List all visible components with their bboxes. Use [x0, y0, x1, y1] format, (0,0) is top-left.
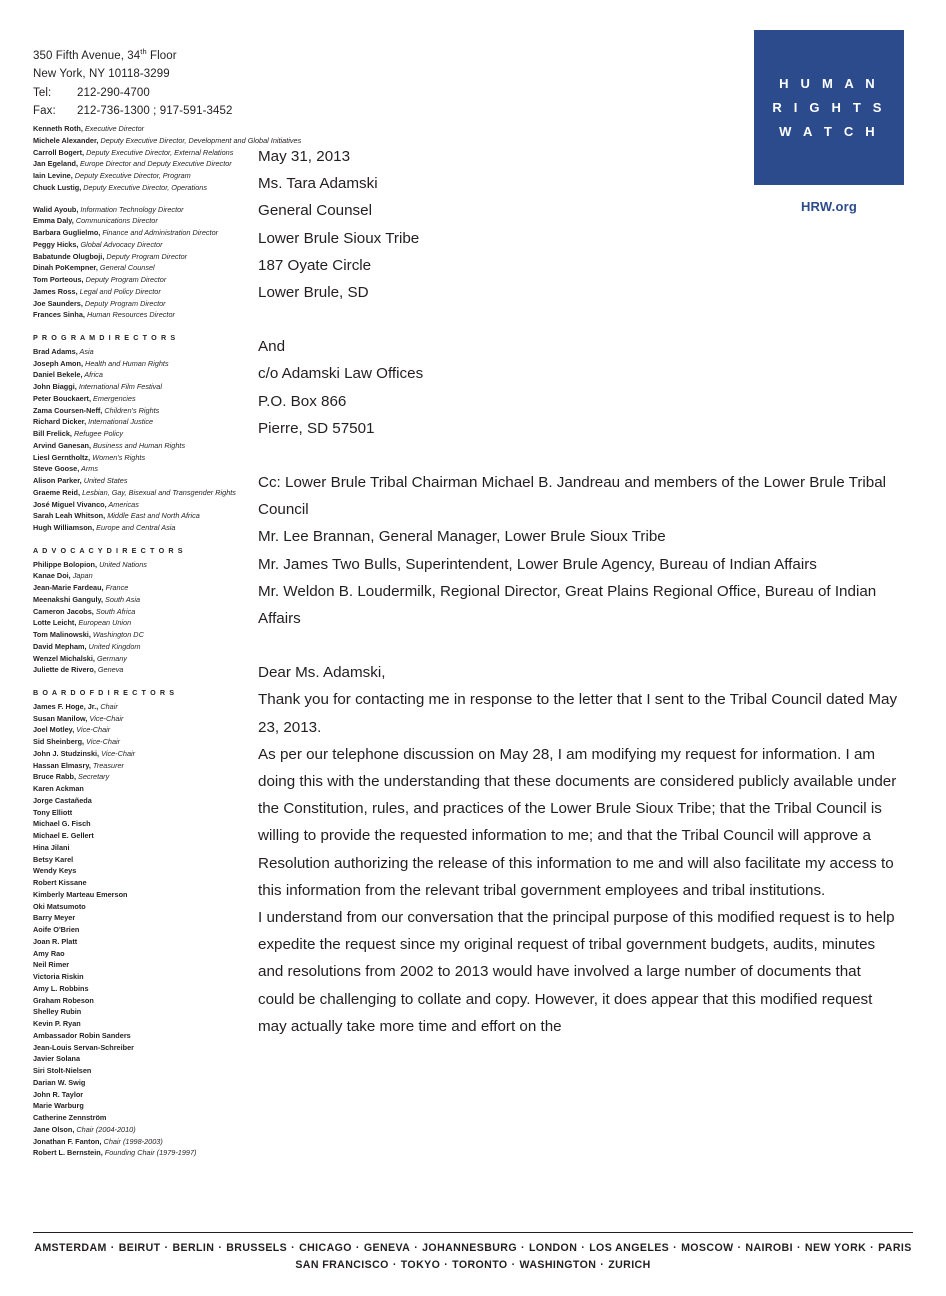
staff-title: Middle East and North Africa	[105, 511, 200, 521]
staff-title: Asia	[77, 346, 94, 356]
hrw-logo-line-2: R I G H T S	[772, 99, 886, 115]
staff-entry	[33, 286, 248, 298]
staff-name: Susan Manilow,	[33, 713, 88, 723]
staff-title: Human Resources Director	[84, 310, 175, 320]
footer-city: BERLIN	[172, 1242, 215, 1254]
footer-city: LONDON	[528, 1242, 578, 1254]
staff-entry	[33, 629, 248, 641]
staff-entry	[33, 807, 248, 819]
alt-address-line-2: Pierre, SD 57501	[258, 419, 375, 437]
staff-title: Deputy Program Director	[82, 298, 166, 308]
staff-entry	[33, 147, 248, 159]
staff-title: Global Advocacy Director	[78, 239, 163, 249]
staff-entry	[33, 971, 248, 983]
staff-entry	[33, 262, 248, 274]
staff-name: Iain Levine,	[33, 171, 73, 180]
cc-line-1: Mr. Lee Brannan, General Manager, Lower Brule Sioux Tribe	[258, 528, 666, 546]
staff-name: John R. Taylor	[33, 1089, 84, 1099]
staff-name: Aoife O'Brien	[33, 925, 80, 934]
footer-city: AMSTERDAM	[34, 1242, 107, 1254]
address-line-street: 350 Fifth Avenue, 34th Floor	[33, 47, 177, 62]
footer-separator: ·	[444, 1259, 449, 1271]
letterhead-address	[33, 43, 293, 121]
footer-city: TORONTO	[452, 1259, 508, 1271]
staff-name: Javier Solana	[33, 1054, 81, 1064]
staff-name: Lotte Leicht,	[33, 618, 77, 628]
staff-title: Deputy Program Director	[104, 251, 188, 261]
staff-name: Joel Motley,	[33, 725, 75, 735]
staff-entry	[33, 948, 248, 960]
footer-separator: ·	[870, 1242, 875, 1254]
address-line-fax	[33, 102, 293, 121]
advocacy-directors-heading: A D V O C A C Y D I R E C T O R S	[33, 545, 184, 555]
staff-name: Hassan Elmasry,	[33, 760, 91, 770]
staff-title: Business and Human Rights	[91, 440, 186, 450]
staff-name: Kenneth Roth,	[33, 124, 83, 133]
staff-name: John J. Studzinski,	[33, 748, 100, 758]
footer-city: NEW YORK	[804, 1242, 867, 1254]
staff-name: Oki Matsumoto	[33, 901, 86, 911]
staff-name: Steve Goose,	[33, 464, 80, 474]
footer-city: MOSCOW	[681, 1242, 734, 1254]
footer-separator: ·	[511, 1259, 516, 1271]
staff-group-board	[33, 701, 248, 1159]
cc-line-3: Mr. Weldon B. Loudermilk, Regional Director, Great Plains Regional Office, Bureau of Indian Affairs	[258, 582, 877, 628]
staff-entry	[33, 582, 248, 594]
staff-entry	[33, 440, 248, 452]
staff-title: South Africa	[93, 606, 136, 616]
staff-name: James F. Hoge, Jr.,	[33, 701, 99, 711]
footer-line-2	[0, 1257, 946, 1274]
salutation: Dear Ms. Adamski,	[258, 664, 386, 682]
staff-entry	[33, 995, 248, 1007]
staff-entry	[33, 239, 248, 251]
staff-name: Hina Jilani	[33, 842, 70, 852]
staff-entry	[33, 499, 248, 511]
staff-name: Joan R. Platt	[33, 936, 78, 946]
staff-entry	[33, 381, 248, 393]
staff-name: Tom Malinowski,	[33, 630, 91, 639]
fax-value: 212-736-1300 ; 917-591-3452	[77, 105, 233, 118]
footer-city: WASHINGTON	[519, 1259, 597, 1271]
staff-entry	[33, 901, 248, 913]
staff-title: United States	[81, 476, 128, 485]
staff-entry	[33, 1077, 248, 1089]
staff-title: Refugee Policy	[71, 429, 124, 438]
staff-name: Amy L. Robbins	[33, 983, 89, 993]
footer-separator: ·	[414, 1242, 419, 1254]
staff-entry	[33, 428, 248, 440]
staff-title: Vice-Chair	[99, 748, 136, 758]
footer-city: SAN FRANCISCO	[295, 1259, 389, 1271]
staff-title: Deputy Executive Director, External Relations	[84, 147, 234, 157]
staff-entry	[33, 736, 248, 748]
recipient-line-4: Lower Brule, SD	[258, 284, 369, 302]
staff-name: Betsy Karel	[33, 854, 74, 864]
staff-name: John Biaggi,	[33, 382, 77, 391]
staff-entry	[33, 227, 248, 239]
staff-entry	[33, 1042, 248, 1054]
footer-separator: ·	[673, 1242, 678, 1254]
staff-title: Arms	[79, 464, 99, 474]
staff-name: Victoria Riskin	[33, 972, 84, 981]
staff-entry	[33, 522, 248, 534]
staff-entry	[33, 346, 248, 358]
board-heading: B O A R D O F D I R E C T O R S	[33, 688, 176, 697]
staff-name: Shelley Rubin	[33, 1007, 82, 1017]
staff-title: Secretary	[75, 772, 110, 782]
staff-name: Kimberly Marteau Emerson	[33, 889, 128, 899]
staff-directory	[33, 123, 302, 1159]
staff-entry	[33, 358, 248, 370]
footer-separator: ·	[521, 1242, 525, 1254]
staff-name: Emma Daly,	[33, 216, 74, 226]
staff-entry	[33, 877, 248, 889]
staff-name: Dinah PoKempner,	[33, 263, 98, 273]
staff-entry	[33, 309, 248, 321]
staff-entry	[33, 463, 248, 475]
staff-name: Jan Egeland,	[33, 159, 79, 169]
paragraph-2: As per our telephone discussion on May 28, I am modifying my request for information. I am doing this with the understanding that these documents are considered publicly available under the Constitution, rules, and practices of the Lower Brule Sioux Tribe; that the Tribal Council is willing to provide the requested information to me; and that the Tribal Council will approve a Resolution authorizing the release of this information to me and will also facilitate my access to this information from the relevant tribal government employees and tribal institutions.	[258, 745, 897, 899]
staff-entry	[33, 204, 248, 216]
alternate-address	[258, 360, 898, 442]
staff-entry	[33, 617, 248, 629]
staff-entry	[33, 369, 248, 381]
staff-name: Michael G. Fisch	[33, 819, 91, 829]
staff-title: Women's Rights	[90, 452, 146, 462]
staff-entry	[33, 1147, 248, 1159]
footer-separator: ·	[218, 1242, 223, 1254]
paragraph-1: Thank you for contacting me in response to the letter that I sent to the Tribal Council dated May 23, 2013.	[258, 691, 898, 736]
staff-entry	[33, 570, 248, 582]
staff-name: Graeme Reid,	[33, 487, 81, 497]
footer-separator: ·	[291, 1242, 296, 1254]
staff-title: Deputy Executive Director, Development and Global Initiatives	[98, 135, 302, 145]
staff-title: Deputy Executive Director, Program	[72, 171, 191, 180]
staff-name: Babatunde Olugboji,	[33, 251, 105, 261]
staff-entry	[33, 1030, 248, 1042]
footer-separator: ·	[355, 1242, 360, 1254]
staff-name: Frances Sinha,	[33, 310, 85, 320]
staff-name: Juliette de Rivero,	[33, 665, 96, 675]
staff-name: Graham Robeson	[33, 995, 94, 1005]
staff-entry	[33, 405, 248, 417]
tel-value: 212-290-4700	[77, 86, 150, 99]
cc-list	[258, 469, 898, 632]
staff-entry	[33, 924, 248, 936]
fax-label: Fax:	[33, 105, 56, 118]
staff-title: Americas	[106, 499, 139, 509]
recipient-line-1: General Counsel	[258, 202, 372, 220]
staff-title: Founding Chair (1979-1997)	[102, 1148, 197, 1158]
staff-entry	[33, 664, 248, 676]
footer-city: GENEVA	[363, 1242, 411, 1254]
staff-entry	[33, 594, 248, 606]
staff-entry	[33, 1089, 248, 1101]
program-directors-heading: P R O G R A M D I R E C T O R S	[33, 333, 177, 342]
staff-title: Health and Human Rights	[83, 358, 169, 368]
staff-entry	[33, 783, 248, 795]
staff-title: Vice-Chair	[87, 713, 124, 723]
staff-title: Finance and Administration Director	[100, 228, 219, 237]
staff-entry	[33, 701, 248, 713]
staff-name: Arvind Ganesan,	[33, 440, 91, 450]
staff-entry	[33, 1053, 248, 1065]
staff-entry	[33, 158, 248, 170]
staff-name: Jonathan F. Fanton,	[33, 1136, 102, 1146]
staff-title: Vice-Chair	[74, 725, 111, 735]
staff-name: Carroll Bogert,	[33, 147, 85, 157]
staff-title: International Film Festival	[76, 382, 162, 391]
footer-separator: ·	[737, 1242, 742, 1254]
staff-group-advocacy-directors	[33, 559, 248, 677]
staff-entry	[33, 487, 248, 499]
cc-line-2: Mr. James Two Bulls, Superintendent, Lower Brule Agency, Bureau of Indian Affairs	[258, 555, 817, 573]
staff-entry	[33, 559, 248, 571]
staff-entry	[33, 1100, 248, 1112]
footer-separator: ·	[581, 1242, 586, 1254]
staff-name: Robert L. Bernstein,	[33, 1148, 103, 1158]
staff-name: Walid Ayoub,	[33, 204, 79, 214]
footer-city: BRUSSELS	[226, 1242, 288, 1254]
staff-name: Liesl Gerntholtz,	[33, 452, 91, 462]
staff-entry	[33, 123, 248, 135]
footer-city: BEIRUT	[118, 1242, 161, 1254]
staff-entry	[33, 1124, 248, 1136]
footer-divider	[33, 1232, 913, 1233]
staff-name: Zama Coursen-Neff,	[33, 405, 103, 415]
staff-name: Marie Warburg	[33, 1101, 84, 1111]
staff-entry	[33, 983, 248, 995]
staff-entry	[33, 170, 248, 182]
staff-name: Philippe Bolopion,	[33, 559, 98, 569]
footer-city: ZURICH	[608, 1259, 651, 1271]
recipient-address	[258, 170, 898, 306]
staff-entry	[33, 1136, 248, 1148]
footer-line-1	[0, 1240, 946, 1257]
footer-separator: ·	[164, 1242, 169, 1254]
staff-title: Executive Director	[82, 124, 145, 133]
staff-title: South Asia	[103, 594, 141, 604]
staff-name: Catherine Zennström	[33, 1113, 107, 1122]
staff-name: Richard Dicker,	[33, 417, 87, 427]
staff-entry	[33, 818, 248, 830]
paragraph-3: I understand from our conversation that the principal purpose of this modified request is to help expedite the request since my original request of tribal government budgets, audits, minutes and resolutions from 2002 to 2013 would have involved a large number of documents that could be challenging to collate and copy. However, it does appear that this modified request may actually take more time and effort on the	[258, 909, 895, 1035]
staff-entry	[33, 182, 248, 194]
staff-name: Alison Parker,	[33, 476, 82, 485]
spacer	[33, 194, 248, 204]
staff-entry	[33, 771, 248, 783]
staff-group-directors	[33, 204, 248, 322]
staff-entry	[33, 748, 248, 760]
staff-entry	[33, 393, 248, 405]
staff-entry	[33, 653, 248, 665]
staff-title: United Nations	[97, 559, 147, 569]
address-line-tel	[33, 84, 293, 103]
staff-entry	[33, 865, 248, 877]
staff-entry	[33, 1006, 248, 1018]
staff-title: Treasurer	[90, 760, 124, 770]
staff-entry	[33, 842, 248, 854]
footer-separator: ·	[796, 1242, 801, 1254]
staff-entry	[33, 936, 248, 948]
staff-title: Europe and Central Asia	[94, 523, 176, 532]
staff-entry	[33, 510, 248, 522]
footer-separator: ·	[392, 1259, 397, 1271]
cc-line-0: Cc: Lower Brule Tribal Chairman Michael B. Jandreau and members of the Lower Brule Tribal Council	[258, 474, 887, 519]
staff-entry	[33, 215, 248, 227]
staff-title: Africa	[82, 370, 103, 380]
staff-title: Emergencies	[91, 393, 136, 403]
staff-title: Lesbian, Gay, Bisexual and Transgender Rights	[80, 487, 236, 497]
staff-group-executives	[33, 123, 302, 194]
staff-name: Jorge Castañeda	[33, 795, 92, 805]
staff-name: Hugh Williamson,	[33, 523, 95, 532]
staff-entry	[33, 795, 248, 807]
staff-title: Chair	[98, 701, 118, 711]
staff-entry	[33, 1065, 248, 1077]
footer-separator: ·	[110, 1242, 115, 1254]
staff-title: Vice-Chair	[84, 737, 121, 746]
footer-city: PARIS	[878, 1242, 912, 1254]
staff-entry	[33, 1112, 248, 1124]
staff-name: Tom Porteous,	[33, 275, 84, 284]
staff-name: Meenakshi Ganguly,	[33, 594, 104, 604]
recipient-line-3: 187 Oyate Circle	[258, 256, 372, 274]
recipient-line-0: Ms. Tara Adamski	[258, 175, 378, 193]
tel-label: Tel:	[33, 86, 52, 99]
staff-title: Legal and Policy Director	[77, 286, 161, 296]
staff-name: Jean-Marie Fardeau,	[33, 583, 104, 592]
staff-entry	[33, 135, 302, 147]
address-line-city: New York, NY 10118-3299	[33, 68, 170, 81]
staff-name: Barbara Guglielmo,	[33, 228, 101, 237]
footer-separator: ·	[600, 1259, 605, 1271]
staff-name: Tony Elliott	[33, 807, 73, 817]
staff-entry	[33, 416, 248, 428]
staff-title: United Kingdom	[86, 641, 141, 651]
staff-name: Kevin P. Ryan	[33, 1019, 81, 1028]
staff-name: Karen Ackman	[33, 784, 84, 793]
staff-name: Peggy Hicks,	[33, 239, 79, 249]
staff-name: Bruce Rabb,	[33, 772, 76, 782]
staff-entry	[33, 641, 248, 653]
staff-title: Germany	[94, 653, 127, 663]
staff-title: Washington DC	[90, 630, 144, 639]
staff-name: Daniel Bekele,	[33, 370, 83, 380]
staff-name: Darian W. Swig	[33, 1077, 86, 1087]
staff-name: Bill Frelick,	[33, 429, 72, 438]
footer-city: NAIROBI	[745, 1242, 793, 1254]
staff-title: Children's Rights	[102, 405, 160, 415]
staff-entry	[33, 251, 248, 263]
footer-city: LOS ANGELES	[589, 1242, 670, 1254]
letter-body	[258, 143, 898, 1040]
staff-entry	[33, 959, 248, 971]
staff-name: Jean-Louis Servan-Schreiber	[33, 1042, 134, 1052]
staff-entry	[33, 724, 248, 736]
letter-date: May 31, 2013	[258, 148, 351, 165]
staff-entry	[33, 854, 248, 866]
staff-name: Sid Sheinberg,	[33, 737, 85, 746]
staff-name: Wenzel Michalski,	[33, 653, 95, 663]
staff-name: Ambassador Robin Sanders	[33, 1030, 131, 1040]
staff-name: Peter Bouckaert,	[33, 393, 91, 403]
staff-name: Neil Rimer	[33, 960, 70, 970]
staff-group-program-directors	[33, 346, 248, 534]
staff-name: Michele Alexander,	[33, 135, 99, 145]
staff-name: Michael E. Gellert	[33, 831, 94, 840]
alt-address-line-0: c/o Adamski Law Offices	[258, 365, 424, 383]
staff-entry	[33, 912, 248, 924]
staff-entry	[33, 298, 248, 310]
staff-name: Joe Saunders,	[33, 298, 83, 308]
staff-name: Joseph Amon,	[33, 358, 84, 368]
staff-title: France	[103, 583, 129, 592]
staff-title: European Union	[76, 618, 132, 628]
staff-title: Geneva	[95, 665, 124, 675]
staff-name: Brad Adams,	[33, 346, 78, 356]
staff-title: General Counsel	[97, 263, 155, 273]
staff-name: Robert Kissane	[33, 878, 87, 887]
footer-city: JOHANNESBURG	[422, 1242, 517, 1254]
staff-title: Deputy Program Director	[83, 275, 167, 284]
staff-entry	[33, 760, 248, 772]
staff-entry	[33, 713, 248, 725]
staff-title: Europe Director and Deputy Executive Director	[78, 159, 232, 169]
hrw-url: HRW.org	[800, 199, 858, 214]
staff-title: Chair (1998-2003)	[101, 1136, 163, 1146]
staff-name: José Miguel Vivanco,	[33, 499, 107, 509]
staff-name: Wendy Keys	[33, 866, 77, 876]
staff-title: International Justice	[86, 417, 154, 427]
staff-name: Chuck Lustig,	[33, 182, 82, 192]
hrw-logo-line-3: W A T C H	[779, 123, 879, 139]
staff-title: Chair (2004-2010)	[74, 1124, 136, 1134]
staff-name: Siri Stolt-Nielsen	[33, 1066, 92, 1075]
staff-name: David Mepham,	[33, 641, 87, 651]
staff-name: Jane Olson,	[33, 1124, 75, 1134]
recipient-line-2: Lower Brule Sioux Tribe	[258, 229, 420, 247]
staff-title: Information Technology Director	[78, 204, 184, 214]
staff-entry	[33, 274, 248, 286]
hrw-logo-line-1: H U M A N	[779, 75, 879, 91]
staff-name: Amy Rao	[33, 948, 65, 958]
hrw-logo-text	[754, 72, 904, 144]
staff-title: Japan	[70, 571, 93, 581]
staff-entry	[33, 830, 248, 842]
staff-entry	[33, 475, 248, 487]
alt-address-line-1: P.O. Box 866	[258, 392, 347, 410]
staff-name: Barry Meyer	[33, 913, 76, 923]
staff-title: Deputy Executive Director, Operations	[81, 182, 207, 192]
staff-name: Kanae Doi,	[33, 571, 71, 581]
footer-city: TOKYO	[400, 1259, 441, 1271]
staff-title: Communications Director	[73, 216, 158, 226]
staff-name: Sarah Leah Whitson,	[33, 511, 106, 521]
footer-offices	[0, 1240, 946, 1274]
footer-city: CHICAGO	[299, 1242, 352, 1254]
staff-name: James Ross,	[33, 286, 78, 296]
staff-entry	[33, 606, 248, 618]
and-connector: And	[258, 338, 286, 356]
staff-entry	[33, 452, 248, 464]
staff-entry	[33, 889, 248, 901]
staff-entry	[33, 1018, 248, 1030]
staff-name: Cameron Jacobs,	[33, 606, 94, 616]
